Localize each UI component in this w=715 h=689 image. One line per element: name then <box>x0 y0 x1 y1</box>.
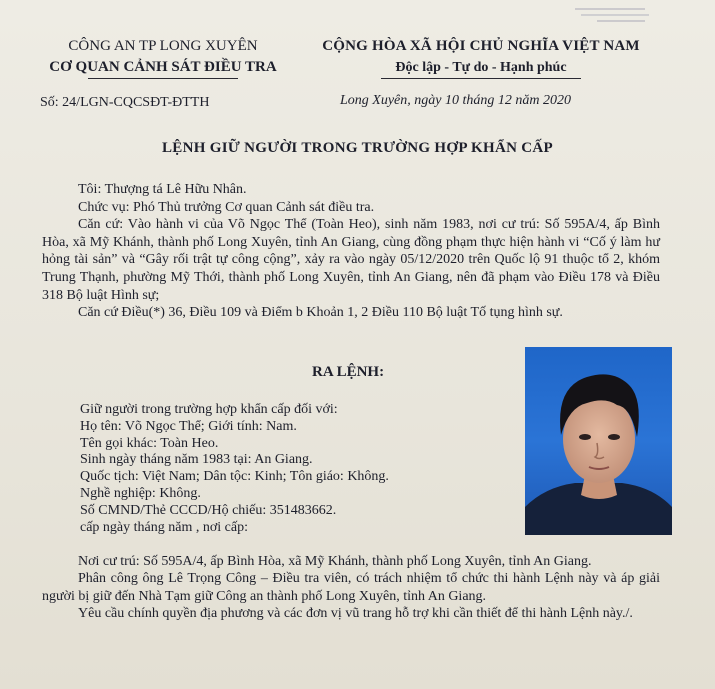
national-motto: Độc lập - Tự do - Hạnh phúc <box>395 60 567 75</box>
detainee-id-line: Số CMND/Thẻ CCCD/Hộ chiếu: 351483662. <box>80 502 337 518</box>
agency-line-1: CÔNG AN TP LONG XUYÊN <box>68 38 258 54</box>
agency-header <box>28 36 298 79</box>
order-intro-line: Giữ người trong trường hợp khẩn cấp đối với: <box>80 402 338 417</box>
agency-underline <box>88 78 238 79</box>
detainee-name-line: Họ tên: Võ Ngọc Thể; Giới tính: Nam. <box>80 418 297 434</box>
assignment-paragraph: Phân công ông Lê Trọng Công – Điều tra viên, có trách nhiệm tổ chức thi hành Lệnh này và áp giải người bị giữ đến Nhà Tạm giữ Công an thành phố Long Xuyên, tỉnh An Giang. <box>42 571 660 604</box>
faint-stamp-icon <box>545 4 655 26</box>
basis-paragraph-1: Căn cứ: Vào hành vi của Võ Ngọc Thể (Toàn Heo), sinh năm 1983, nơi cư trú: Số 595A/4, ấp Bình Hòa, xã Mỹ Khánh, thành phố Long Xuyên, tỉnh An Giang, cùng đồng phạm thực hiện hành vi “Cố ý làm hư hỏng tài sản” và “Gây rối trật tự công cộng”, xảy ra vào ngày 05/12/2020 trên Quốc lộ 91 thuộc tổ 2, khóm Trung Thạnh, phường Mỹ Thới, thành phố Long Xuyên, tỉnh An Giang, nên đã phạm vào Điều 178 và Điều 318 Bộ luật Hình sự; <box>42 217 660 303</box>
request-paragraph: Yêu cầu chính quyền địa phương và các đơn vị vũ trang hỗ trợ khi cần thiết để thi hành Lệnh này./. <box>78 606 633 622</box>
nation-name: CỘNG HÒA XÃ HỘI CHỦ NGHĨA VIỆT NAM <box>322 38 640 54</box>
document-number: Số: 24/LGN-CQCSĐT-ĐTTH <box>40 95 210 110</box>
residence-line: Nơi cư trú: Số 595A/4, ấp Bình Hòa, xã Mỹ Khánh, thành phố Long Xuyên, tỉnh An Giang. <box>78 554 592 569</box>
national-header <box>306 36 656 79</box>
date-line: Long Xuyên, ngày 10 tháng 12 năm 2020 <box>340 93 571 108</box>
officer-line: Tôi: Thượng tá Lê Hữu Nhân. <box>78 182 247 197</box>
detainee-photo <box>525 347 672 535</box>
detainee-id-issue-line: cấp ngày tháng năm , nơi cấp: <box>80 519 248 535</box>
corner-stamp-mark <box>545 4 655 26</box>
motto-underline <box>381 78 581 79</box>
document-closing <box>42 553 660 623</box>
detainee-birth-line: Sinh ngày tháng năm 1983 tại: An Giang. <box>80 452 313 468</box>
document-body <box>42 181 660 322</box>
basis-paragraph-2: Căn cứ Điều(*) 36, Điều 109 và Điểm b Khoản 1, 2 Điều 110 Bộ luật Tố tụng hình sự. <box>78 305 563 321</box>
detainee-occupation-line: Nghề nghiệp: Không. <box>80 485 201 501</box>
detainee-info <box>80 402 520 536</box>
detainee-nationality-line: Quốc tịch: Việt Nam; Dân tộc: Kinh; Tôn giáo: Không. <box>80 469 389 485</box>
portrait-icon <box>525 347 672 535</box>
order-heading: RA LỆNH: <box>312 364 385 380</box>
document-title: LỆNH GIỮ NGƯỜI TRONG TRƯỜNG HỢP KHẨN CẤP <box>161 140 554 156</box>
agency-line-2: CƠ QUAN CẢNH SÁT ĐIỀU TRA <box>49 59 277 75</box>
detainee-alias-line: Tên gọi khác: Toàn Heo. <box>80 435 219 451</box>
position-line: Chức vụ: Phó Thủ trưởng Cơ quan Cảnh sát điều tra. <box>78 199 375 215</box>
